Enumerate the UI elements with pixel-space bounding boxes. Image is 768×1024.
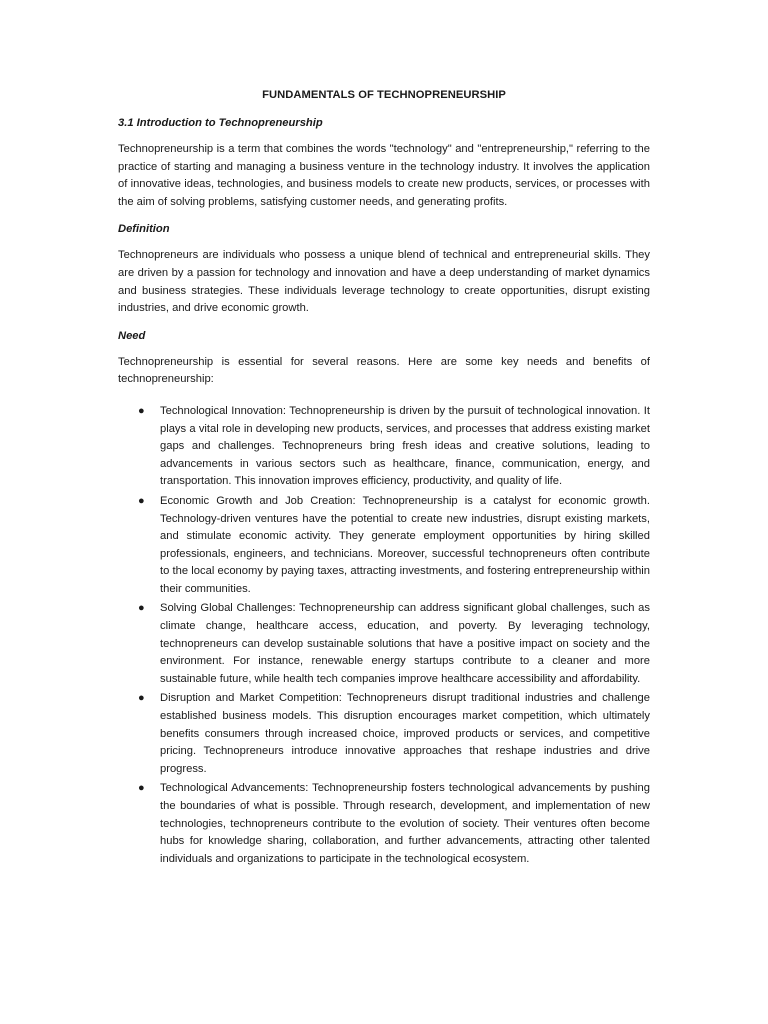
list-item-text: Technological Advancements: Technopreneurship fosters technological advancements by pushing the boundaries of what is possible. Through research, development, and implementation of new technologies, technopreneurs contribute to the evolution of society. Their ventures often become hubs for knowledge sharing, collaboration, and further advancements, attracting other talented individuals and organizations to participate in the technological ecosystem. xyxy=(160,782,650,865)
list-item-text: Disruption and Market Competition: Technopreneurs disrupt traditional industries and challenge established business models. This disruption encourages market competition, which ultimately benefits consumers through increased choice, improved products or services, and competitive pricing. Technopreneurs introduce innovative approaches that reshape industries and drive progress. xyxy=(160,692,650,775)
bullet-icon: ● xyxy=(138,782,145,795)
bullet-icon: ● xyxy=(138,602,145,615)
need-paragraph: Technopreneurship is essential for several reasons. Here are some key needs and benefits of technopreneurship: xyxy=(118,355,650,386)
list-item-text: Economic Growth and Job Creation: Technopreneurship is a catalyst for economic growth. Technology-driven ventures have the potential to create new industries, disrupt existing markets, and stimulate economic activity. They generate employment opportunities by hiring skilled professionals, engineers, and technicians. Moreover, successful technopreneurs often contribute to the local economy by paying taxes, attracting investments, and fostering entrepreneurship within their communities. xyxy=(160,494,650,595)
list-item xyxy=(118,403,650,491)
intro-paragraph: Technopreneurship is a term that combines the words "technology" and "entrepreneurship," referring to the practice of starting and managing a business venture in the technology industry. It involves the application of innovative ideas, technologies, and business models to create new products, services, or processes with the aim of solving problems, satisfying customer needs, and generating profits. xyxy=(118,143,650,208)
bullet-icon: ● xyxy=(138,692,145,705)
list-item-text: Solving Global Challenges: Technopreneurship can address significant global challenges, such as climate change, healthcare access, education, and poverty. By leveraging technology, technopreneurs can develop sustainable solutions that have a positive impact on society and the environment. For instance, renewable energy startups contribute to a cleaner and more sustainable future, while health tech companies improve healthcare accessibility and affordability. xyxy=(160,602,650,685)
document-title: FUNDAMENTALS OF TECHNOPRENEURSHIP xyxy=(262,89,506,101)
definition-heading: Definition xyxy=(118,223,170,236)
definition-paragraph: Technopreneurs are individuals who possess a unique blend of technical and entrepreneurial skills. They are driven by a passion for technology and innovation and have a deep understanding of market dynamics and business strategies. These individuals leverage technology to create opportunities, disrupt existing industries, and drive economic growth. xyxy=(118,249,650,315)
list-item-text: Technological Innovation: Technopreneurship is driven by the pursuit of technological innovation. It plays a vital role in developing new products, services, and processes that address existing market gaps and challenges. Technopreneurs bring fresh ideas and creative solutions, leading to advancements in various sectors such as healthcare, finance, communication, energy, and transportation. This innovation improves efficiency, productivity, and quality of life. xyxy=(160,404,650,488)
list-item xyxy=(118,690,650,778)
list-item xyxy=(118,600,650,688)
need-heading: Need xyxy=(118,329,146,342)
list-item xyxy=(118,780,650,868)
section-heading: 3.1 Introduction to Technopreneurship xyxy=(118,117,323,129)
document-page xyxy=(118,86,650,870)
bullet-icon: ● xyxy=(138,494,145,507)
list-item xyxy=(118,493,650,599)
bullet-icon: ● xyxy=(138,404,145,417)
benefits-list xyxy=(118,403,650,868)
